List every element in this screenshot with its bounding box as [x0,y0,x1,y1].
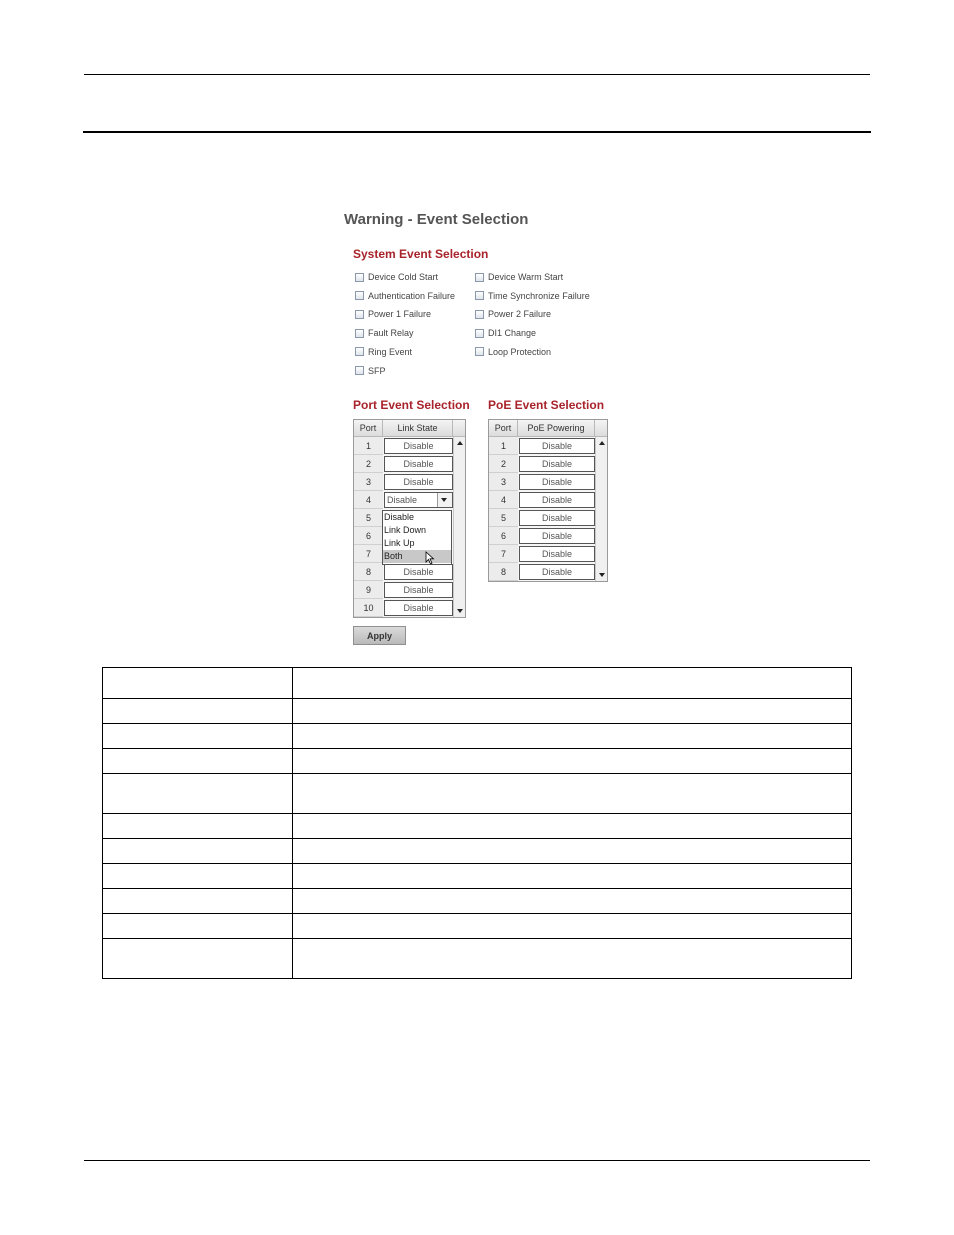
port-number: 7 [489,545,518,563]
checkbox-authentication-failure[interactable] [355,291,455,301]
apply-button[interactable]: Apply [353,626,406,645]
header-rule-thick [83,131,871,133]
port-number: 5 [354,509,383,527]
table-cell [293,839,852,864]
port-number: 1 [489,437,518,455]
checkbox-label: SFP [368,365,386,376]
checkbox-icon[interactable] [475,273,484,282]
table-row [103,914,852,939]
scroll-up-arrow-icon[interactable] [457,441,463,445]
table-cell [293,864,852,889]
dropdown-option[interactable]: Both [383,550,451,563]
port-number: 8 [354,563,383,581]
table-row [103,749,852,774]
checkbox-time-synchronize-failure[interactable] [475,291,590,301]
port-event-heading: Port Event Selection [353,398,470,412]
state-select[interactable]: Disable [519,564,595,580]
checkbox-label: Ring Event [368,346,413,357]
state-select[interactable]: Disable [519,438,595,454]
port-number: 6 [489,527,518,545]
system-event-heading: System Event Selection [353,247,489,261]
checkbox-icon[interactable] [475,310,484,319]
port-column-header: Port [489,420,518,437]
table-cell [293,889,852,914]
state-select[interactable]: Disable [519,510,595,526]
table-row [103,939,852,979]
checkbox-label: Power 2 Failure [488,309,552,320]
page-title: Warning - Event Selection [344,211,529,228]
selected-value: Disable [387,495,418,505]
table-cell [103,864,293,889]
table-cell [103,749,293,774]
table-row [103,668,852,699]
chevron-down-icon[interactable] [441,498,447,502]
link-state-column-header: Link State [383,420,453,437]
checkbox-icon[interactable] [355,310,364,319]
port-number: 10 [354,599,383,617]
state-select[interactable]: Disable [519,492,595,508]
checkbox-label: Device Cold Start [368,272,439,282]
checkbox-label: DI1 Change [488,328,537,339]
table-cell [103,699,293,724]
table-row [103,839,852,864]
state-select[interactable]: Disable [384,438,453,454]
header-rule-top [84,74,870,75]
table-row [103,864,852,889]
table-cell [293,724,852,749]
port-number: 2 [354,455,383,473]
checkbox-icon[interactable] [355,273,364,282]
dropdown-option[interactable]: Disable [384,512,415,522]
checkbox-device-cold-start[interactable] [355,272,438,282]
state-select[interactable]: Disable [384,456,453,472]
table-cell [103,839,293,864]
state-select[interactable]: Disable [384,600,453,616]
state-select[interactable]: Disable [519,528,595,544]
table-cell [293,939,852,979]
description-table [102,667,852,979]
checkbox-icon[interactable] [355,329,364,338]
checkbox-icon[interactable] [355,291,364,300]
checkbox-icon[interactable] [355,366,364,375]
table-cell [293,749,852,774]
port-number: 6 [354,527,383,545]
table-row [103,814,852,839]
header-spacer [453,420,465,437]
table-row [103,774,852,814]
poe-event-table [488,419,608,582]
checkbox-label: Device Warm Start [488,272,564,282]
table-cell [293,699,852,724]
table-cell [103,724,293,749]
dropdown-option[interactable]: Link Down [384,525,427,535]
checkbox-icon[interactable] [475,347,484,356]
port-column-header: Port [354,420,383,437]
table-row [103,724,852,749]
header-spacer [595,420,607,437]
checkbox-power-1-failure[interactable] [355,309,431,319]
checkbox-di1-change[interactable] [475,328,536,338]
checkbox-icon[interactable] [355,347,364,356]
checkbox-label: Fault Relay [368,328,414,339]
state-select[interactable] [384,492,453,508]
poe-table-scrollbar[interactable] [595,437,607,581]
state-select[interactable]: Disable [384,474,453,490]
dropdown-toggle[interactable] [437,493,452,507]
port-number: 1 [354,437,383,455]
checkbox-sfp[interactable] [355,366,386,376]
table-cell [103,914,293,939]
table-cell [103,889,293,914]
table-cell [103,939,293,979]
link-state-dropdown-list[interactable] [382,510,452,565]
checkbox-label: Time Synchronize Failure [488,290,590,301]
mouse-pointer-icon [425,551,435,565]
table-cell [103,814,293,839]
port-number: 8 [489,563,518,581]
footer-rule [84,1160,870,1161]
state-select[interactable]: Disable [519,546,595,562]
checkbox-ring-event[interactable] [355,347,412,357]
table-cell [293,774,852,814]
port-number: 3 [489,473,518,491]
port-number: 9 [354,581,383,599]
port-table-scrollbar[interactable] [453,437,465,617]
checkbox-loop-protection[interactable] [475,347,551,357]
table-row [103,699,852,724]
table-cell [293,668,852,699]
port-number: 7 [354,545,383,563]
checkbox-device-warm-start[interactable] [475,272,563,282]
checkbox-label: Loop Protection [488,346,552,357]
port-number: 4 [489,491,518,509]
state-select[interactable]: Disable [519,456,595,472]
checkbox-fault-relay[interactable] [355,328,414,338]
port-number: 4 [354,491,383,509]
table-cell [293,814,852,839]
poe-powering-column-header: PoE Powering [518,420,595,437]
poe-event-heading: PoE Event Selection [488,398,605,412]
dropdown-option[interactable]: Link Up [384,538,415,548]
state-select[interactable]: Disable [384,582,453,598]
scroll-down-arrow-icon[interactable] [599,573,605,577]
checkbox-icon[interactable] [475,329,484,338]
state-select[interactable]: Disable [384,564,453,580]
port-number: 3 [354,473,383,491]
checkbox-power-2-failure[interactable] [475,309,551,319]
port-number: 2 [489,455,518,473]
port-number: 5 [489,509,518,527]
checkbox-icon[interactable] [475,291,484,300]
scroll-up-arrow-icon[interactable] [599,441,605,445]
table-cell [103,774,293,814]
table-cell [293,914,852,939]
scroll-down-arrow-icon[interactable] [457,609,463,613]
checkbox-label: Power 1 Failure [368,309,432,320]
state-select[interactable]: Disable [519,474,595,490]
table-row [103,889,852,914]
checkbox-label: Authentication Failure [368,290,456,301]
table-cell [103,668,293,699]
